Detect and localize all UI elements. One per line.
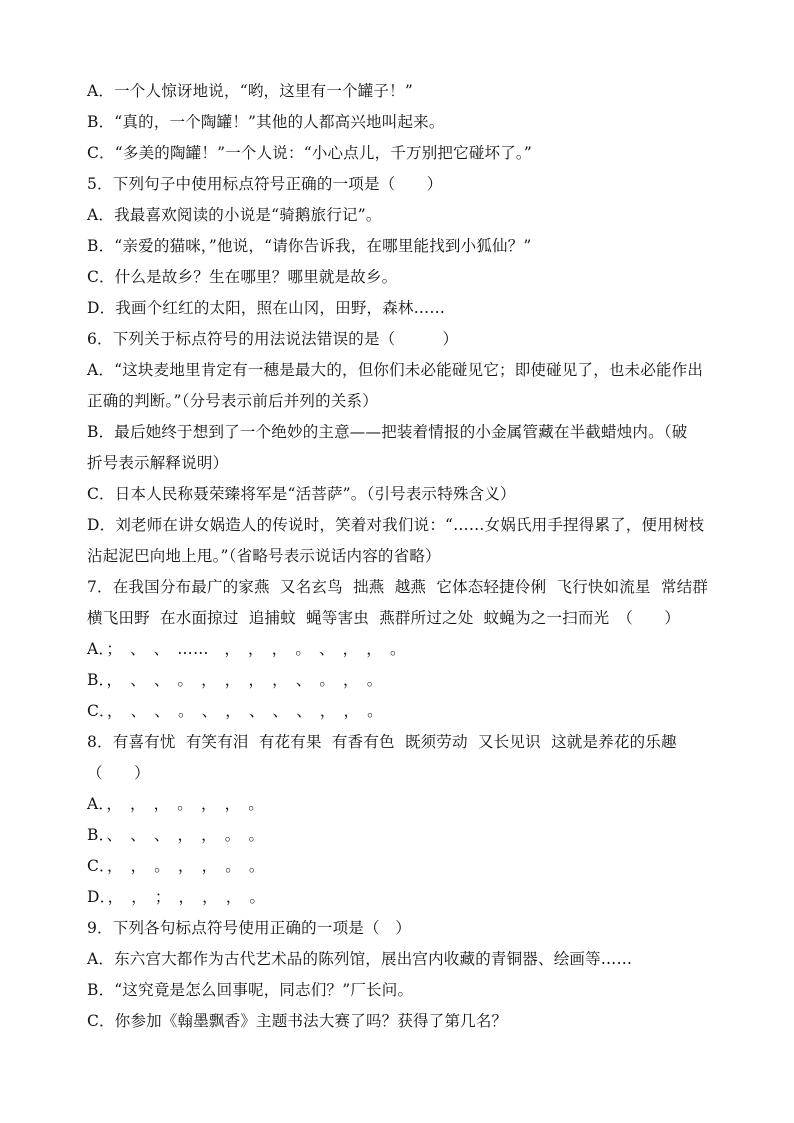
q5-option-c: C．什么是故乡？生在哪里？哪里就是故乡。: [87, 268, 398, 286]
q5-option-b: B．“亲爱的猫咪，”他说，“请你告诉我，在哪里能找到小狐仙？”: [87, 237, 532, 255]
q9-option-c: C．你参加《翰墨飘香》主题书法大赛了吗？获得了第几名？: [87, 1012, 508, 1030]
q4-option-c: C．“多美的陶罐！”一个人说：“小心点儿，千万别把它碰坏了。”: [87, 144, 533, 162]
q8-stem-line1: 8．有喜有忧 有笑有泪 有花有果 有香有色 既须劳动 又长见识 这就是养花的乐趣: [87, 733, 677, 751]
q5-stem: 5．下列句子中使用标点符号正确的一项是（ ）: [87, 175, 443, 193]
q7-option-a: A．； 、 、 …… ， ， ， 。 、 ， ， 。: [87, 640, 406, 658]
q8-option-b: B．、 、 、 ， ， 。 。: [87, 826, 265, 844]
q4-option-b: B．“真的，一个陶罐！”其他的人都高兴地叫起来。: [87, 113, 445, 131]
q8-option-c: C．， ， 。 ， ， 。 。: [87, 857, 265, 875]
q6-option-a-line1: A．“这块麦地里肯定有一穗是最大的，但你们未必能碰见它；即使碰见了，也未必能作出: [87, 361, 704, 379]
q5-option-a: A．我最喜欢阅读的小说是“骑鹅旅行记”。: [87, 206, 382, 224]
q4-option-a: A．一个人惊讶地说，“哟，这里有一个罐子！”: [87, 82, 413, 100]
q6-option-b-line1: B．最后她终于想到了一个绝妙的主意——把装着情报的小金属管藏在半截蜡烛内。（破: [87, 423, 688, 441]
q5-option-d: D．我画个红红的太阳，照在山冈，田野，森林……: [87, 299, 446, 317]
q6-option-c: C．日本人民称聂荣臻将军是“活菩萨”。（引号表示特殊含义）: [87, 485, 516, 503]
q6-option-a-line2: 正确的判断。”（分号表示前后并列的关系）: [87, 392, 378, 410]
q8-option-a: A．， ， ， 。 ， ， 。: [87, 795, 264, 813]
q7-option-c: C．， 、 、 。 、 ， 、 、 、 ， ， 。: [87, 702, 383, 720]
q9-stem: 9．下列各句标点符号使用正确的一项是（ ）: [87, 919, 412, 937]
q6-option-b-line2: 折号表示解释说明）: [87, 454, 229, 472]
question-text-block: [87, 76, 717, 1037]
q7-option-b: B．， 、 、 。 ， ， ， ， 、 。 ， 。: [87, 671, 383, 689]
q6-option-d-line2: 沾起泥巴向地上甩。”（省略号表示说话内容的省略）: [87, 547, 441, 565]
q8-option-d: D．， ， ； ， ， ， 。: [87, 888, 266, 906]
q9-option-b: B．“这究竟是怎么回事呢，同志们？”厂长问。: [87, 981, 414, 999]
q6-option-d-line1: D．刘老师在讲女娲造人的传说时，笑着对我们说：“……女娲氏用手捏得累了，便用树枝: [87, 516, 705, 534]
q8-stem-line2: （ ）: [87, 764, 150, 782]
q9-option-a: A．东六宫大都作为古代艺术品的陈列馆，展出宫内收藏的青铜器、绘画等……: [87, 950, 633, 968]
q7-stem-line1: 7．在我国分布最广的家燕 又名玄鸟 拙燕 越燕 它体态轻捷伶俐 飞行快如流星 常结群: [87, 578, 709, 596]
q7-stem-line2: 横飞田野 在水面掠过 追捕蚊 蝇等害虫 燕群所过之处 蚊蝇为之一扫而光 （ ）: [87, 609, 681, 627]
q6-stem: 6．下列关于标点符号的用法说法错误的是（ ）: [87, 330, 459, 348]
